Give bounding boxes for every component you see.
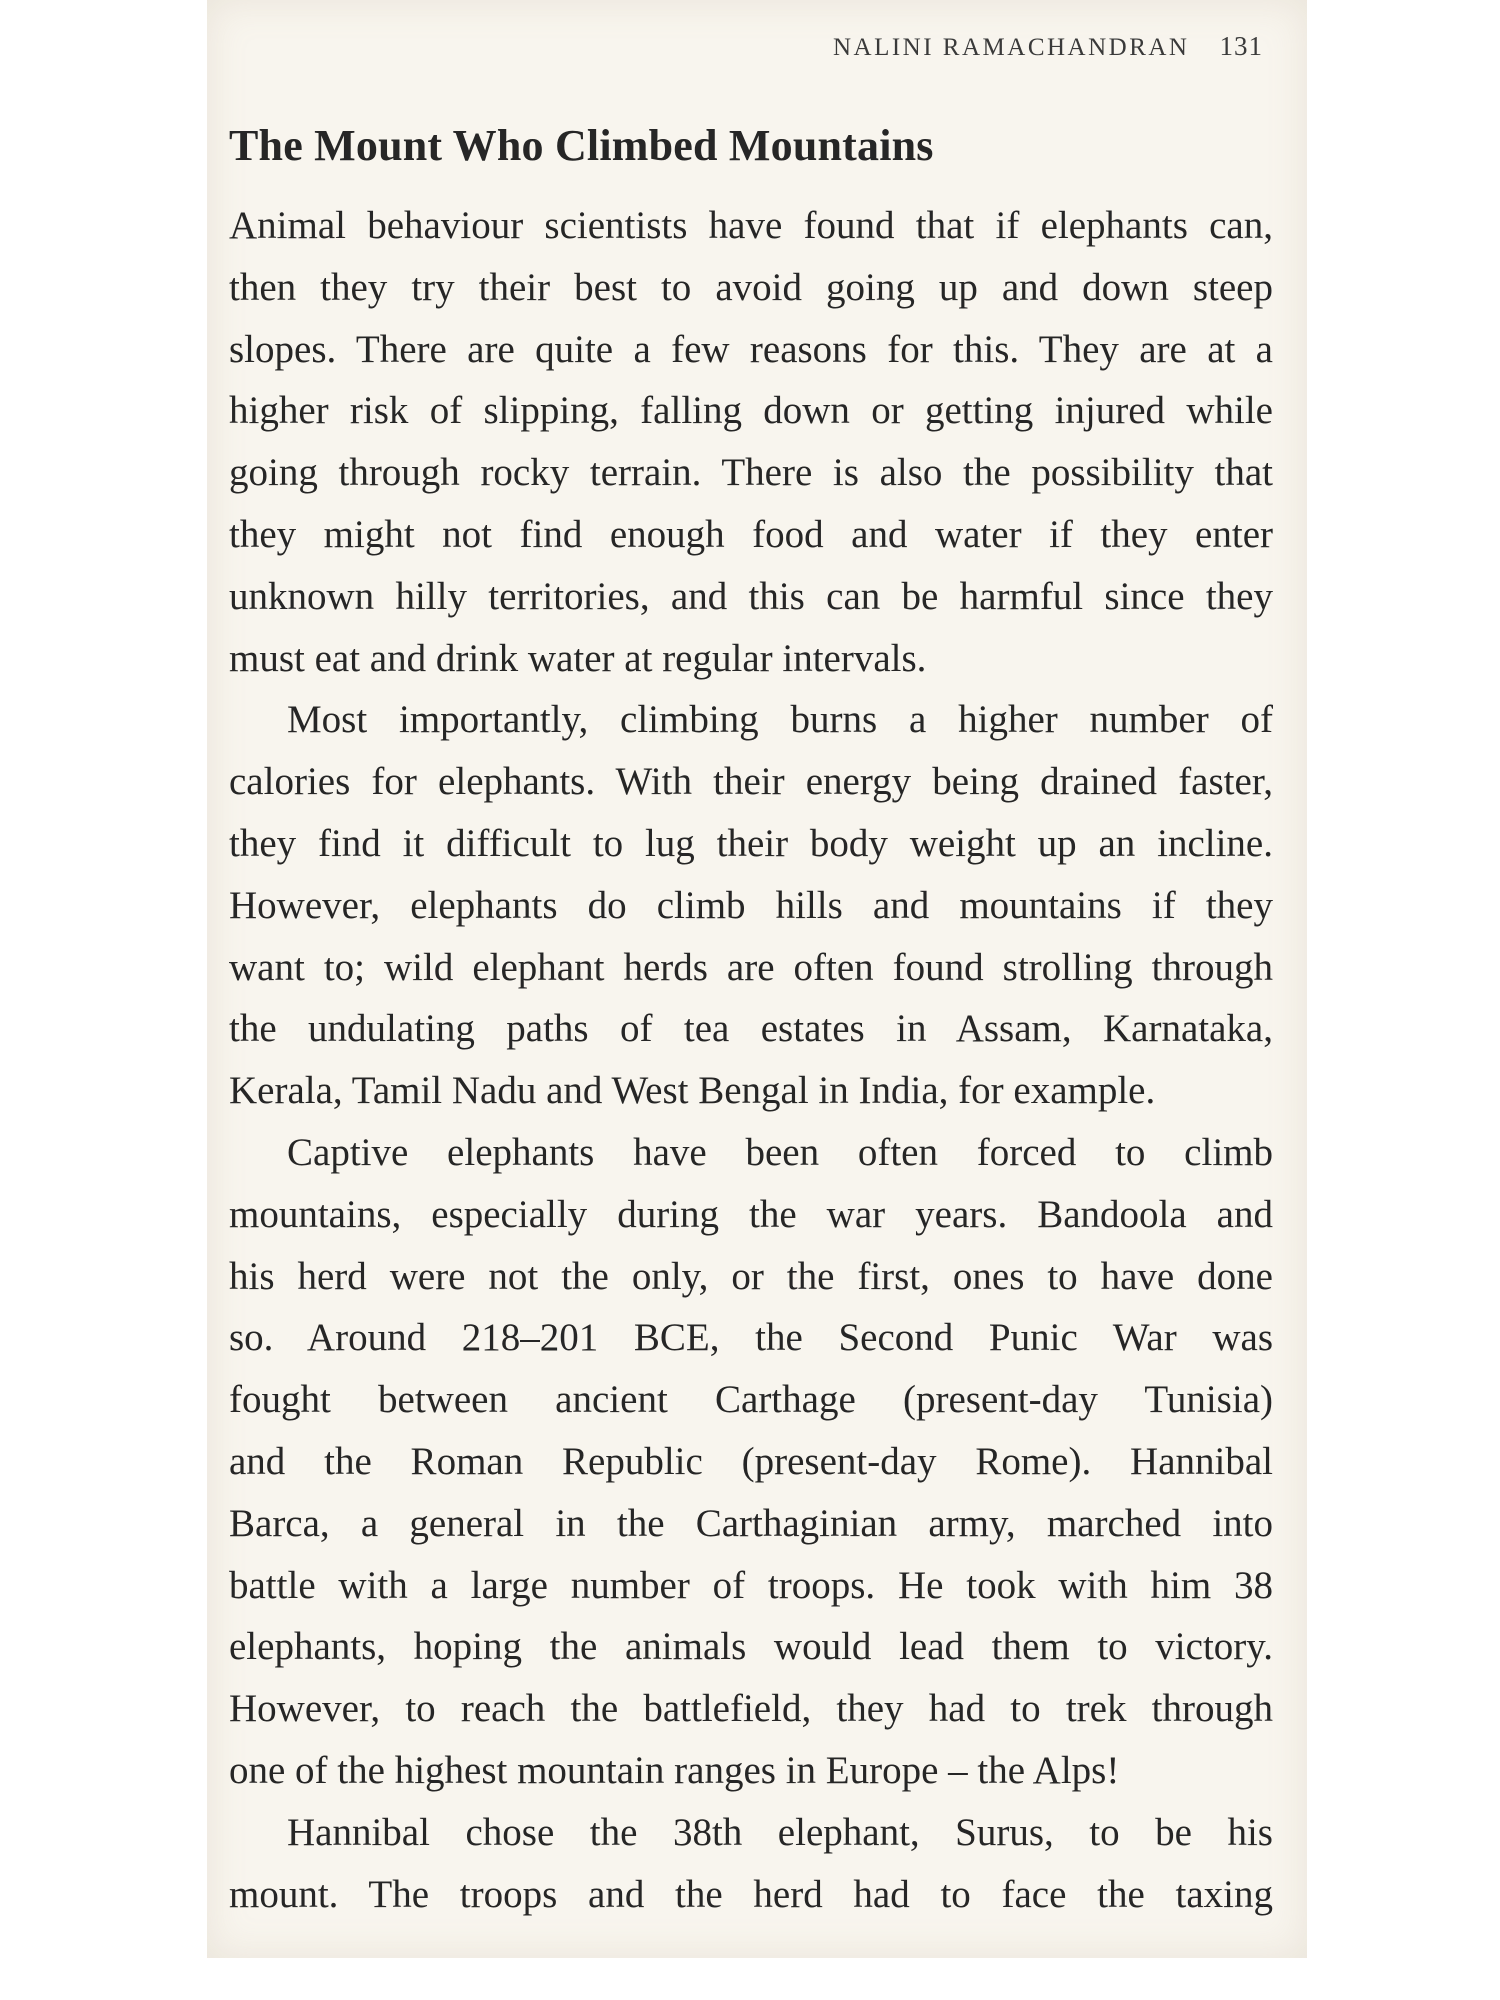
body-text xyxy=(229,195,1273,1925)
text-line: they might not find enough food and water if they enter xyxy=(229,512,1273,556)
text-line: calories for elephants. With their energy being drained faster, xyxy=(229,760,1273,804)
running-head-author: NALINI RAMACHANDRAN xyxy=(832,34,1190,61)
text-line: Hannibal chose the 38th elephant, Surus, to be his xyxy=(287,1810,1273,1854)
text-line: Barca, a general in the Carthaginian army, marched into xyxy=(229,1501,1273,1545)
text-line: mountains, especially during the war years. Bandoola and xyxy=(229,1192,1273,1236)
text-line: then they try their best to avoid going up and down steep xyxy=(229,265,1273,309)
text-line: want to; wild elephant herds are often found strolling through xyxy=(229,945,1273,989)
text-line: fought between ancient Carthage (present-day Tunisia) xyxy=(229,1378,1273,1422)
text-line: they find it difficult to lug their body weight up an incline. xyxy=(229,821,1273,865)
paragraph-3 xyxy=(229,1122,1273,1802)
text-line: However, to reach the battlefield, they had to trek through xyxy=(229,1687,1273,1731)
text-line: Kerala, Tamil Nadu and West Bengal in India, for example. xyxy=(229,1069,1156,1113)
text-line: going through rocky terrain. There is also the possibility that xyxy=(229,451,1273,495)
page-number: 131 xyxy=(1219,31,1263,61)
text-line: elephants, hoping the animals would lead them to victory. xyxy=(229,1625,1273,1669)
book-page xyxy=(207,0,1307,1958)
section-title: The Mount Who Climbed Mountains xyxy=(229,121,934,170)
paragraph-4 xyxy=(229,1802,1273,1926)
text-line: slopes. There are quite a few reasons for this. They are at a xyxy=(229,327,1273,371)
text-line: must eat and drink water at regular intervals. xyxy=(229,636,927,680)
text-line: unknown hilly territories, and this can be harmful since they xyxy=(229,574,1273,618)
paragraph-2 xyxy=(229,689,1273,1122)
text-line: However, elephants do climb hills and mountains if they xyxy=(229,883,1273,927)
text-line: higher risk of slipping, falling down or getting injured while xyxy=(229,389,1273,433)
text-line: his herd were not the only, or the first, ones to have done xyxy=(229,1254,1273,1298)
text-line: Captive elephants have been often forced to climb xyxy=(287,1130,1273,1174)
page-header xyxy=(833,31,1263,62)
text-line: and the Roman Republic (present-day Rome). Hannibal xyxy=(229,1439,1273,1483)
text-line: battle with a large number of troops. He took with him 38 xyxy=(229,1563,1273,1607)
text-line: the undulating paths of tea estates in Assam, Karnataka, xyxy=(229,1007,1273,1051)
text-line: Most importantly, climbing burns a higher number of xyxy=(287,698,1273,742)
text-line: Animal behaviour scientists have found that if elephants can, xyxy=(229,204,1273,247)
paragraph-1 xyxy=(229,195,1273,689)
text-line: one of the highest mountain ranges in Europe – the Alps! xyxy=(229,1748,1120,1792)
text-line: so. Around 218–201 BCE, the Second Punic War was xyxy=(229,1316,1273,1360)
text-line: mount. The troops and the herd had to face the taxing xyxy=(229,1872,1273,1916)
